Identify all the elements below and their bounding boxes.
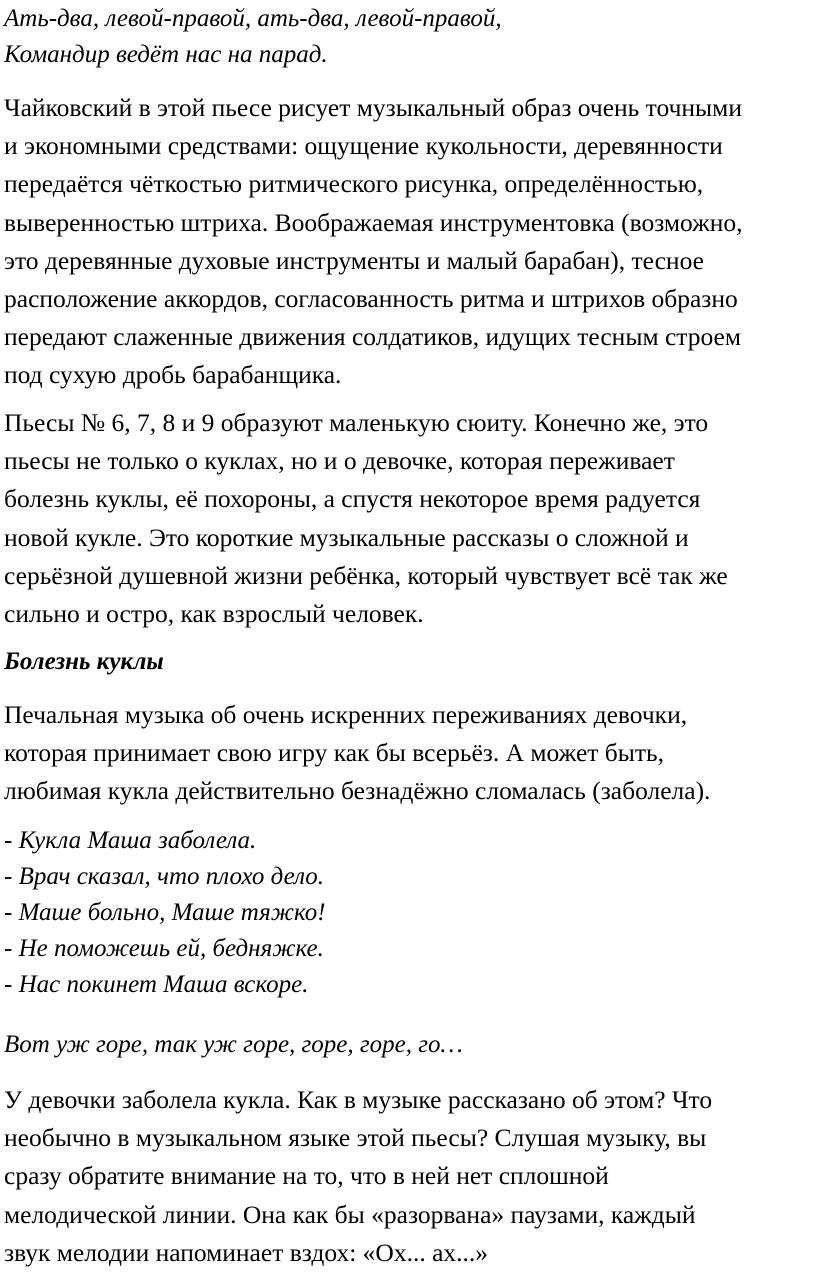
poem-line: - Нас покинет Маша вскоре.	[4, 971, 309, 998]
poem-line: - Кукла Маша заболела.	[4, 827, 257, 854]
paragraph	[4, 89, 743, 395]
paragraph-line: которая принимает свою игру как бы всерьёз. А может быть,	[4, 738, 665, 768]
poem-refrain: Вот уж горе, так уж горе, горе, горе, го…	[4, 1031, 463, 1058]
paragraph-line: новой кукле. Это короткие музыкальные рассказы о сложной и	[4, 522, 689, 552]
paragraph-line: необычно в музыкальном языке этой пьесы? Слушая музыку, вы	[4, 1123, 707, 1153]
paragraph-line: У девочки заболела кукла. Как в музыке рассказано об этом? Что	[4, 1085, 713, 1114]
poem	[4, 823, 326, 1003]
paragraph-line: расположение аккордов, согласованность ритма и штрихов образно	[4, 284, 738, 314]
paragraph-line: это деревянные духовые инструменты и малый барабан), тесное	[4, 245, 704, 275]
verse-line: Ать-два, левой-правой, ать-два, левой-правой,	[4, 5, 502, 32]
poem-line: - Маше больно, Маше тяжко!	[4, 899, 326, 926]
paragraph	[4, 404, 728, 633]
paragraph-line: выверенностью штриха. Воображаемая инструментовка (возможно,	[4, 207, 743, 237]
paragraph-line: мелодической линии. Она как бы «разорвана» паузами, каждый	[4, 1199, 696, 1229]
paragraph-line: под сухую дробь барабанщика.	[4, 360, 342, 390]
paragraph-line: любимая кукла действительно безнадёжно сломалась (заболела).	[4, 776, 711, 806]
poem-line: - Не поможешь ей, бедняжке.	[4, 935, 324, 962]
paragraph-line: болезнь куклы, её похороны, а спустя некоторое время радуется	[4, 484, 701, 514]
paragraph	[4, 696, 710, 811]
paragraph-line: сразу обратите внимание на то, что в ней нет сплошной	[4, 1161, 609, 1191]
paragraph-line: передаётся чёткостью ритмического рисунка, определённостью,	[4, 169, 704, 199]
paragraph-line: пьесы не только о куклах, но и о девочке, которая переживает	[4, 446, 675, 476]
paragraph-line: серьёзной душевной жизни ребёнка, который чувствует всё так же	[4, 560, 728, 590]
intro-verse	[4, 1, 502, 73]
paragraph-line: звук мелодии напоминает вздох: «Ох... ах...»	[4, 1237, 489, 1267]
paragraph	[4, 1081, 712, 1272]
section-heading: Болезнь куклы	[4, 648, 164, 675]
paragraph-line: Пьесы № 6, 7, 8 и 9 образуют маленькую сюиту. Конечно же, это	[4, 408, 709, 437]
paragraph-line: Чайковский в этой пьесе рисует музыкальный образ очень точными	[4, 93, 742, 122]
verse-line: Командир ведёт нас на парад.	[4, 41, 328, 68]
paragraph-line: передают слаженные движения солдатиков, идущих тесным строем	[4, 322, 741, 352]
paragraph-line: и экономными средствами: ощущение кукольности, деревянности	[4, 131, 723, 161]
paragraph-line: сильно и остро, как взрослый человек.	[4, 599, 424, 629]
poem-line: - Врач сказал, что плохо дело.	[4, 863, 325, 890]
paragraph-line: Печальная музыка об очень искренних переживаниях девочки,	[4, 700, 688, 729]
